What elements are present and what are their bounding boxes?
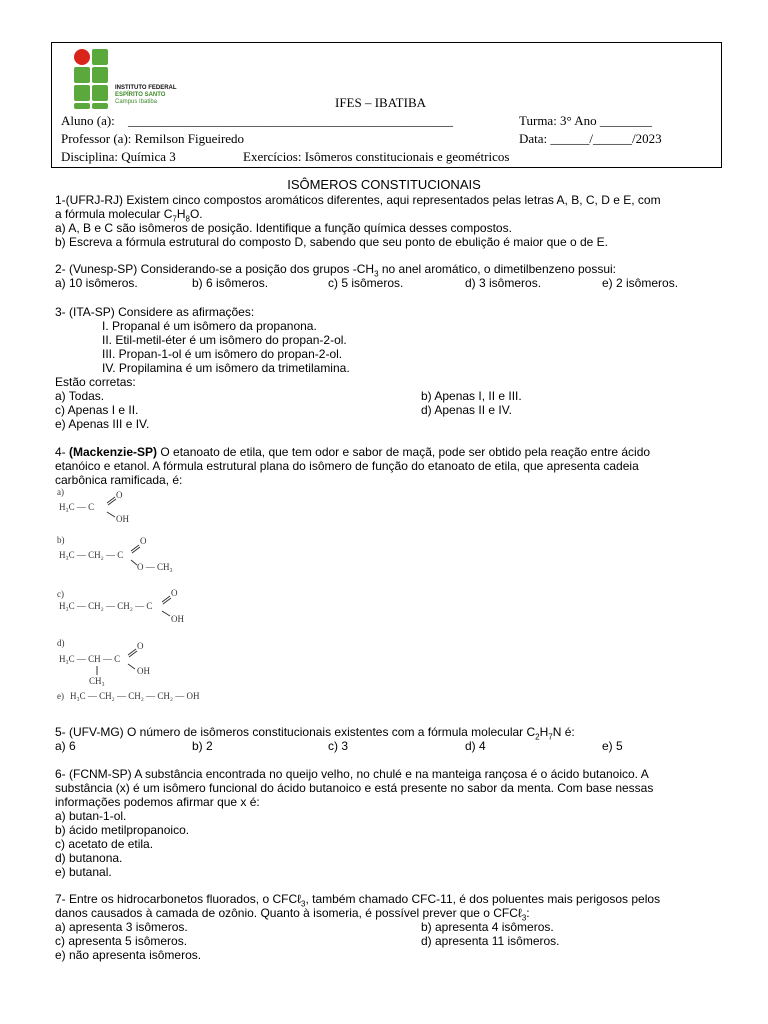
- q1-stem-line2: a fórmula molecular $C_7H_8O$.: [55, 207, 203, 224]
- q7-stem-line1: 7- Entre os hidrocarbonetos fluorados, o CFCℓ$_3$, também chamado CFC-11, é dos poluentes mais perigosos pelos: [55, 892, 661, 909]
- q6-stem-line2: substância (x) é um isômero funcional do ácido butanoico e está presente no sabor da menta. Com base nessas: [55, 781, 654, 795]
- school-name: IFES – IBATIBA: [335, 95, 427, 110]
- structure-a: a) H₃C — C O OH: [57, 487, 129, 524]
- discipline: Disciplina: Química 3: [61, 149, 176, 164]
- q3-option-a: a) Todas.: [55, 389, 105, 403]
- structure-d: d) H₃C — CH — C O OH CH₃: [57, 638, 150, 686]
- q5-option-a: a) 6: [55, 739, 76, 753]
- q5-option-c: c) 3: [328, 739, 349, 753]
- q7-option-b: b) apresenta 4 isômeros.: [421, 920, 554, 934]
- logo-text-3: Campus Ibatiba: [115, 99, 158, 105]
- q3-stem: 3- (ITA-SP) Considere as afirmações:: [55, 305, 255, 319]
- q4-stem-line2: etanóico e etanol. A fórmula estrutural plana do isômero de função do etanoato de etila, que apresenta cadeia: [55, 459, 639, 473]
- q3-statement-1: I. Propanal é um isômero da propanona.: [102, 319, 317, 333]
- structure-b: b) H₃C — CH₂ — C O O — CH₃: [57, 535, 173, 572]
- ifes-logo: [63, 47, 193, 113]
- q6-option-e: e) butanal.: [55, 865, 112, 879]
- q2-option-d: d) 3 isômeros.: [465, 276, 542, 290]
- q6-option-a: a) butan-1-ol.: [55, 809, 127, 823]
- q3-statement-3: III. Propan-1-ol é um isômero do propan-2-ol.: [102, 347, 343, 361]
- q3-option-e: e) Apenas III e IV.: [55, 417, 150, 431]
- q2-option-e: e) 2 isômeros.: [602, 276, 679, 290]
- q4-stem-line1: 4- (Mackenzie-SP) O etanoato de etila, que tem odor e sabor de maçã, pode ser obtido pela reação entre ácido: [55, 445, 651, 459]
- q1-item-b: b) Escreva a fórmula estrutural do composto D, sabendo que seu ponto de ebulição é maior que o de E.: [55, 235, 608, 249]
- q1-stem-line1: 1-(UFRJ-RJ) Existem cinco compostos aromáticos diferentes, aqui representados pelas letras A, B, C, D e E, com: [55, 193, 661, 207]
- class-field[interactable]: Turma: 3° Ano ________: [519, 113, 652, 128]
- q2-option-c: c) 5 isômeros.: [328, 276, 404, 290]
- q7-stem-line2: danos causados à camada de ozônio. Quanto à isomeria, é possível prever que o CFCℓ$_3$:: [55, 906, 530, 923]
- structure-c: c) H₃C — CH₂ — CH₂ — C O OH: [57, 588, 184, 624]
- q6-option-b: b) ácido metilpropanoico.: [55, 823, 190, 837]
- q7-option-e: e) não apresenta isômeros.: [55, 948, 202, 962]
- q1-item-a: a) A, B e C são isômeros de posição. Identifique a função química desses compostos.: [55, 221, 512, 235]
- q6-option-c: c) acetato de etila.: [55, 837, 154, 851]
- q5-option-e: e) 5: [602, 739, 623, 753]
- date-field[interactable]: Data: ______/______/2023: [519, 131, 662, 146]
- student-field[interactable]: __________________________________________________: [128, 113, 453, 128]
- exercises-topic: Exercícios: Isômeros constitucionais e geométricos: [243, 149, 510, 164]
- q3-option-d: d) Apenas II e IV.: [421, 403, 512, 417]
- q7-option-c: c) apresenta 5 isômeros.: [55, 934, 188, 948]
- q7-option-d: d) apresenta 11 isômeros.: [421, 934, 560, 948]
- q3-option-b: b) Apenas I, II e III.: [421, 389, 522, 403]
- q2-option-b: b) 6 isômeros.: [192, 276, 269, 290]
- q7-option-a: a) apresenta 3 isômeros.: [55, 920, 188, 934]
- q3-option-c: c) Apenas I e II.: [55, 403, 139, 417]
- teacher-name: Professor (a): Remilson Figueiredo: [61, 131, 245, 146]
- q3-statement-4: IV. Propilamina é um isômero da trimetilamina.: [102, 361, 350, 375]
- q6-stem-line3: informações podemos afirmar que x é:: [55, 795, 260, 809]
- q6-option-d: d) butanona.: [55, 851, 123, 865]
- q2-option-a: a) 10 isômeros.: [55, 276, 138, 290]
- q3-ask: Estão corretas:: [55, 375, 136, 389]
- q6-stem-line1: 6- (FCNM-SP) A substância encontrada no queijo velho, no chulé e na manteiga rançosa é o ácido butanoico. A: [55, 767, 649, 781]
- page-title: ISÔMEROS CONSTITUCIONAIS: [287, 177, 481, 192]
- logo-red-circle-icon: [74, 49, 90, 65]
- logo-text-2: ESPÍRITO SANTO: [115, 92, 166, 98]
- logo-text-1: INSTITUTO FEDERAL: [115, 85, 177, 91]
- q2-stem: 2- (Vunesp-SP) Considerando-se a posição dos grupos $-CH_3$ no anel aromático, o dimetilbenzeno possui:: [55, 262, 616, 279]
- q4-stem-line3: carbônica ramificada, é:: [55, 473, 183, 487]
- q5-option-d: d) 4: [465, 739, 486, 753]
- student-label: Aluno (a):: [61, 113, 115, 128]
- structure-e: e) H₃C — CH₂ — CH₂ — CH₂ — OH: [57, 691, 200, 701]
- header-box: [51, 42, 722, 168]
- q5-option-b: b) 2: [192, 739, 213, 753]
- q3-statement-2: II. Etil-metil-éter é um isômero do propan-2-ol.: [102, 333, 347, 347]
- q5-stem: 5- (UFV-MG) O número de isômeros constitucionais existentes com a fórmula molecular $C_2H_7N$ é:: [55, 725, 575, 742]
